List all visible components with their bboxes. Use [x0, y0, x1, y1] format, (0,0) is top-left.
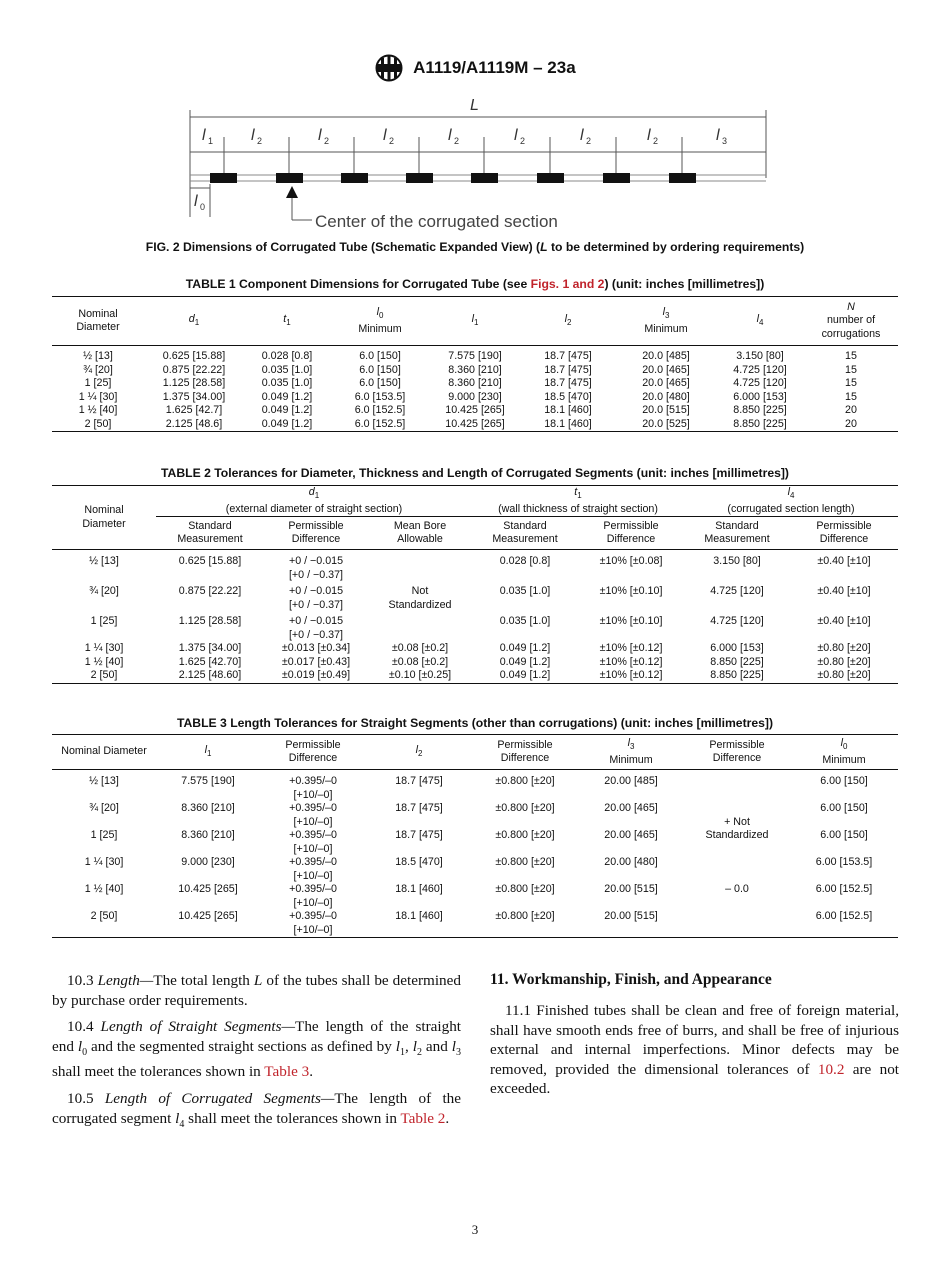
- table-cell: 0.028 [0.8]: [261, 350, 313, 362]
- table-cell: 4.725 [120]: [733, 377, 787, 389]
- table-cell: 1.375 [34.00]: [178, 642, 242, 655]
- table-cell: [368, 550, 472, 583]
- table-cell: 20.00 [465]: [604, 802, 658, 814]
- table-cell: 20: [845, 404, 857, 416]
- figure2-caption: FIG. 2 Dimensions of Corrugated Tube (Schematic Expanded View) (L to be determined by ordering requirements): [145, 240, 805, 254]
- table-cell: 8.850 [225]: [710, 669, 764, 682]
- table-cell: 4.725 [120]: [733, 363, 787, 376]
- table-cell: 1.625 [42.7]: [165, 404, 223, 416]
- table-cell: ±0.800 [±20]: [495, 829, 555, 841]
- table-cell: 20.00 [465]: [604, 829, 658, 841]
- table-cell: 8.360 [210]: [181, 829, 235, 841]
- dim-l2-label: l: [514, 127, 518, 144]
- table-cell: 18.1 [460]: [544, 404, 592, 416]
- table-cell: 0.035 [1.0]: [261, 363, 313, 376]
- table-cell: 0.875 [22.22]: [178, 585, 242, 598]
- table-cell: ±0.800 [±20]: [495, 883, 555, 895]
- table-row: [52, 770, 898, 803]
- table-cell: 0.028 [0.8]: [499, 555, 551, 568]
- corrugated-tube-figure: [0, 92, 950, 242]
- table-cell: 1.125 [28.58]: [178, 615, 242, 628]
- table-row: [52, 883, 898, 910]
- table-cell: ¾ [20]: [89, 585, 119, 598]
- table-cell: 0.049 [1.2]: [261, 417, 313, 430]
- figs-link[interactable]: Figs. 1 and 2: [530, 277, 605, 291]
- dim-l2-label: l: [251, 127, 255, 144]
- table-cell: 6.00 [150]: [820, 829, 868, 841]
- table-row: [52, 656, 898, 670]
- table-cell: 20.0 [480]: [642, 390, 690, 403]
- table-cell: ±10% [±0.10]: [599, 585, 663, 598]
- table-cell: 18.7 [475]: [395, 829, 443, 841]
- table-cell: 6.000 [153]: [710, 642, 764, 655]
- table-cell: ±0.800 [±20]: [495, 802, 555, 814]
- table-row: [52, 377, 898, 391]
- table-cell: 18.5 [470]: [395, 856, 443, 868]
- table-cell: 6.000 [153]: [733, 390, 787, 403]
- table-cell: ±0.08 [±0.2]: [391, 655, 449, 668]
- dim-l3-sub: 3: [722, 136, 728, 146]
- dim-l2-label: l: [580, 127, 584, 144]
- table-cell: 1 ½ [40]: [84, 655, 124, 668]
- table-cell: 18.7 [475]: [544, 377, 592, 389]
- table-cell: 6.0 [152.5]: [354, 417, 406, 430]
- dim-l2-sub: 2: [454, 136, 460, 146]
- table-cell: ±0.017 [±0.43]: [281, 655, 351, 668]
- table-cell: 15: [845, 390, 857, 403]
- table-cell: 1.375 [34.00]: [162, 390, 226, 403]
- table-cell: 2.125 [48.6]: [165, 417, 223, 430]
- table-cell: 6.00 [152.5]: [815, 910, 873, 922]
- table-row: [52, 418, 898, 432]
- table-cell: ±10% [±0.12]: [599, 642, 663, 655]
- table-row: [52, 364, 898, 378]
- table1-caption: TABLE 1 Component Dimensions for Corrugated Tube (see Figs. 1 and 2) (unit: inches [millimetres]): [185, 277, 765, 291]
- dim-l2-label: l: [647, 127, 651, 144]
- table-cell: 2 [50]: [90, 669, 118, 682]
- table-cell: 18.5 [470]: [544, 390, 592, 403]
- table-cell: 18.7 [475]: [395, 775, 443, 787]
- table-cell: 1 ¼ [30]: [84, 856, 124, 868]
- table-cell: +0 / −0.015 [+0 / −0.37]: [288, 555, 344, 581]
- table-cell: 15: [845, 363, 857, 376]
- document-header: [0, 54, 950, 82]
- table-row: [52, 550, 898, 583]
- table-cell: ±10% [±0.12]: [599, 655, 663, 668]
- table-cell: [368, 612, 472, 642]
- table-cell: ±0.800 [±20]: [495, 910, 555, 922]
- table-cell: 18.1 [460]: [395, 910, 443, 922]
- table-cell: 20.0 [485]: [642, 350, 690, 362]
- table-cell: Not Standardized: [388, 585, 452, 611]
- dim-l3-label: l: [716, 127, 720, 144]
- table-cell: 10.425 [265]: [178, 910, 238, 922]
- table-cell: 8.360 [210]: [448, 377, 502, 389]
- table1: [52, 296, 898, 432]
- table-cell: 1.625 [42.70]: [178, 655, 242, 668]
- table-cell: ¾ [20]: [89, 802, 119, 814]
- table-cell: 0.049 [1.2]: [499, 655, 551, 668]
- table-cell: ±10% [±0.12]: [599, 669, 663, 682]
- table-cell: 1 [25]: [90, 829, 118, 841]
- table-cell: 15: [845, 350, 857, 362]
- table-row: [52, 642, 898, 656]
- dim-l2-sub: 2: [653, 136, 659, 146]
- table-cell: +0.395/–0 [+10/–0]: [289, 910, 337, 936]
- table-cell: 4.725 [120]: [710, 585, 764, 598]
- para-10-3: 10.3 Length—The total length L of the tubes shall be determined by purchase order requirements.: [52, 972, 461, 1009]
- table3-link[interactable]: Table 3: [264, 1063, 310, 1081]
- table-cell: 8.850 [225]: [733, 417, 787, 430]
- table-cell: 7.575 [190]: [181, 775, 235, 787]
- table-cell: ¾ [20]: [83, 363, 113, 376]
- table-cell: 9.000 [230]: [181, 856, 235, 868]
- table-cell: 10.425 [265]: [445, 417, 505, 430]
- dim-l2-sub: 2: [520, 136, 526, 146]
- table-cell: 0.875 [22.22]: [162, 363, 226, 376]
- dim-l2-label: l: [448, 127, 452, 144]
- table-cell: 20.0 [525]: [642, 417, 690, 430]
- para-11-1: 11.1 Finished tubes shall be clean and free of foreign material, shall have smooth ends free of burrs, and shall be free of injurious external and internal imperfections. Minor defects may be removed, provided the dimensional tolerances of 10.2 are not exceeded.: [490, 1002, 900, 1098]
- dim-L-label: L: [470, 97, 479, 114]
- table-cell: [684, 856, 790, 883]
- astm-logo-icon: [374, 54, 404, 82]
- table-cell: 6.00 [153.5]: [815, 856, 873, 868]
- table-cell: ±0.80 [±20]: [817, 642, 871, 655]
- table-cell: 0.049 [1.2]: [261, 404, 313, 416]
- table2-nominal-header: Nominal Diameter: [52, 486, 156, 550]
- table-cell: 1 [25]: [90, 615, 118, 628]
- table-cell: 0.035 [1.0]: [261, 377, 313, 389]
- table-cell: 6.0 [150]: [359, 350, 401, 362]
- table-cell: 18.7 [475]: [544, 363, 592, 376]
- table-cell: ±0.40 [±10]: [817, 585, 871, 598]
- right-column: [490, 1001, 899, 1106]
- table-cell: 10.425 [265]: [178, 883, 238, 895]
- table-cell: [684, 910, 790, 938]
- table-cell: 20.00 [480]: [604, 856, 658, 868]
- table-cell: ±10% [±0.10]: [599, 615, 663, 628]
- table-cell: [684, 770, 790, 803]
- table-cell: – 0.0: [725, 883, 749, 895]
- table-cell: ½ [13]: [83, 350, 113, 362]
- left-column: [52, 971, 461, 1141]
- table-row: [52, 612, 898, 642]
- table-cell: + Not: [724, 815, 750, 828]
- table2-link[interactable]: Table 2: [400, 1109, 446, 1127]
- table-cell: 0.035 [1.0]: [499, 585, 551, 598]
- table-cell: +0.395/–0 [+10/–0]: [289, 829, 337, 855]
- table-cell: ±0.08 [±0.2]: [391, 642, 449, 655]
- table-cell: 18.1 [460]: [544, 417, 592, 430]
- table-row: [52, 669, 898, 683]
- table-cell: 1 ½ [40]: [84, 883, 124, 895]
- table3-header: Nominal Diameter $l_1$ Permissible Difference $l_2$ Permissible Difference $l_3$ Minimum Permissible Difference $l_0$ Minimum: [52, 735, 898, 770]
- table-cell: +0 / −0.015 [+0 / −0.37]: [288, 585, 344, 611]
- table-row: [52, 346, 898, 364]
- table-cell: 3.150 [80]: [736, 350, 784, 362]
- table-cell: 6.00 [150]: [820, 802, 868, 814]
- table-cell: 1 ¼ [30]: [78, 390, 118, 403]
- table-cell: 6.0 [152.5]: [354, 404, 406, 416]
- table1-header: Nominal Diameter $d_1$ $t_1$ $l_0$ Minimum $l_1$ $l_2$ $l_3$ Minimum $l_4$ N number of corrugations: [52, 297, 898, 346]
- table-cell: 6.0 [150]: [359, 377, 401, 389]
- table-cell: 0.049 [1.2]: [499, 642, 551, 655]
- dim-l2-sub: 2: [389, 136, 395, 146]
- table-cell: 2 [50]: [90, 910, 118, 922]
- table2-l-header: $l_4$ (corrugated section length): [684, 486, 898, 517]
- table2-t-header: $t_1$ (wall thickness of straight section): [472, 486, 684, 517]
- table-cell: ½ [13]: [89, 555, 119, 568]
- table-cell: 9.000 [230]: [448, 390, 502, 403]
- table-cell: 1 ½ [40]: [78, 404, 118, 416]
- table-cell: 8.360 [210]: [448, 363, 502, 376]
- table-cell: 0.035 [1.0]: [499, 615, 551, 628]
- table-cell: ±0.800 [±20]: [495, 775, 555, 787]
- table-cell: 1 ¼ [30]: [84, 642, 124, 655]
- table-cell: ±0.013 [±0.34]: [281, 642, 351, 655]
- table-cell: 20.0 [515]: [642, 404, 690, 416]
- table-cell: ±10% [±0.08]: [599, 555, 663, 568]
- table-row: [52, 582, 898, 612]
- table-row: [52, 802, 898, 829]
- table-cell: 18.7 [475]: [395, 802, 443, 814]
- table2-d-header: $d_1$ (external diameter of straight section): [156, 486, 472, 517]
- table-cell: +0.395/–0 [+10/–0]: [289, 775, 337, 801]
- table-row: [52, 829, 898, 856]
- table-cell: +0 / −0.015 [+0 / −0.37]: [288, 615, 344, 641]
- dim-l0-sub: 0: [200, 202, 206, 212]
- table-cell: 20: [845, 417, 857, 430]
- dim-l2-sub: 2: [257, 136, 263, 146]
- table-cell: +0.395/–0 [+10/–0]: [289, 856, 337, 882]
- table-cell: ±0.80 [±20]: [817, 655, 871, 668]
- dim-l1-sub: 1: [208, 136, 214, 146]
- table-cell: 8.850 [225]: [733, 404, 787, 416]
- para-10-4: 10.4 Length of Straight Segments—The length of the straight end $l_0$ and the segmented straight sections as defined by $l_1$, $l_2$ and $l_3$ shall meet the tolerances shown in Table 3.: [52, 1018, 462, 1081]
- table-cell: ½ [13]: [89, 775, 119, 787]
- table-row: [52, 404, 898, 418]
- dim-l2-label: l: [318, 127, 322, 144]
- table-cell: 6.00 [152.5]: [815, 883, 873, 895]
- table-cell: ±0.40 [±10]: [817, 555, 871, 568]
- table3: [52, 734, 898, 938]
- table-cell: 2 [50]: [84, 417, 112, 430]
- table-cell: 0.625 [15.88]: [162, 350, 226, 362]
- page-number: 3: [471, 1222, 479, 1237]
- table-cell: 18.1 [460]: [395, 883, 443, 895]
- table-cell: 7.575 [190]: [448, 350, 502, 362]
- table-cell: ±0.80 [±20]: [817, 669, 871, 682]
- table-cell: 2.125 [48.60]: [178, 669, 242, 682]
- table-cell: 10.425 [265]: [445, 404, 505, 416]
- table-row: [52, 856, 898, 883]
- table2-caption: TABLE 2 Tolerances for Diameter, Thickness and Length of Corrugated Segments (unit: inches [millimetres]): [161, 466, 789, 480]
- dim-l2-sub: 2: [324, 136, 330, 146]
- table-cell: 20.00 [515]: [604, 883, 658, 895]
- table-cell: 20.0 [465]: [642, 363, 690, 376]
- table-row: [52, 391, 898, 405]
- table2: [52, 485, 898, 684]
- table-cell: 8.850 [225]: [710, 655, 764, 668]
- table-cell: 0.625 [15.88]: [178, 555, 242, 568]
- table-cell: ±0.10 [±0.25]: [388, 669, 452, 682]
- table-cell: ±0.800 [±20]: [495, 856, 555, 868]
- table-cell: +0.395/–0 [+10/–0]: [289, 883, 337, 909]
- para-10-5: 10.5 Length of Corrugated Segments—The length of the corrugated segment $l_4$ shall meet the tolerances shown in Table 2.: [52, 1090, 462, 1130]
- table-cell: ±0.019 [±0.49]: [281, 669, 351, 682]
- table3-caption: TABLE 3 Length Tolerances for Straight Segments (other than corrugations) (unit: inches [millimetres]): [176, 716, 774, 730]
- center-section-label: Center of the corrugated section: [315, 212, 558, 231]
- dim-l1-label: l: [202, 127, 206, 144]
- table-cell: 3.150 [80]: [713, 555, 761, 568]
- table-cell: 4.725 [120]: [710, 615, 764, 628]
- table-cell: 20.0 [465]: [642, 377, 690, 389]
- table-cell: 0.049 [1.2]: [261, 390, 313, 403]
- section-11-heading: 11. Workmanship, Finish, and Appearance: [490, 971, 772, 988]
- table-cell: 20.00 [485]: [604, 775, 658, 787]
- document-title: A1119/A1119M – 23a: [413, 58, 576, 77]
- dim-l2-sub: 2: [586, 136, 592, 146]
- table-cell: ±0.40 [±10]: [817, 615, 871, 628]
- table-cell: 6.0 [150]: [359, 363, 401, 376]
- table-cell: 6.0 [153.5]: [354, 390, 406, 403]
- table-cell: 18.7 [475]: [544, 350, 592, 362]
- dim-l0-label: l: [194, 193, 198, 210]
- table-cell: 20.00 [515]: [604, 910, 658, 922]
- table-cell: 8.360 [210]: [181, 802, 235, 814]
- table-row: [52, 910, 898, 938]
- table-cell: 6.00 [150]: [820, 775, 868, 787]
- table-cell: 15: [845, 377, 857, 389]
- table-cell: 0.049 [1.2]: [499, 669, 551, 682]
- table-cell: 1 [25]: [84, 377, 112, 389]
- table-cell: 1.125 [28.58]: [162, 377, 226, 389]
- section-10-2-link[interactable]: 10.2: [817, 1060, 845, 1078]
- table2-subheader: Standard Measurement Permissible Difference Mean Bore Allowable Standard Measurement Permissible Difference Standard Measurement Permissible Difference: [52, 517, 898, 550]
- table-cell: +0.395/–0 [+10/–0]: [289, 802, 337, 828]
- table-cell: Standardized: [705, 829, 769, 841]
- dim-l2-label: l: [383, 127, 387, 144]
